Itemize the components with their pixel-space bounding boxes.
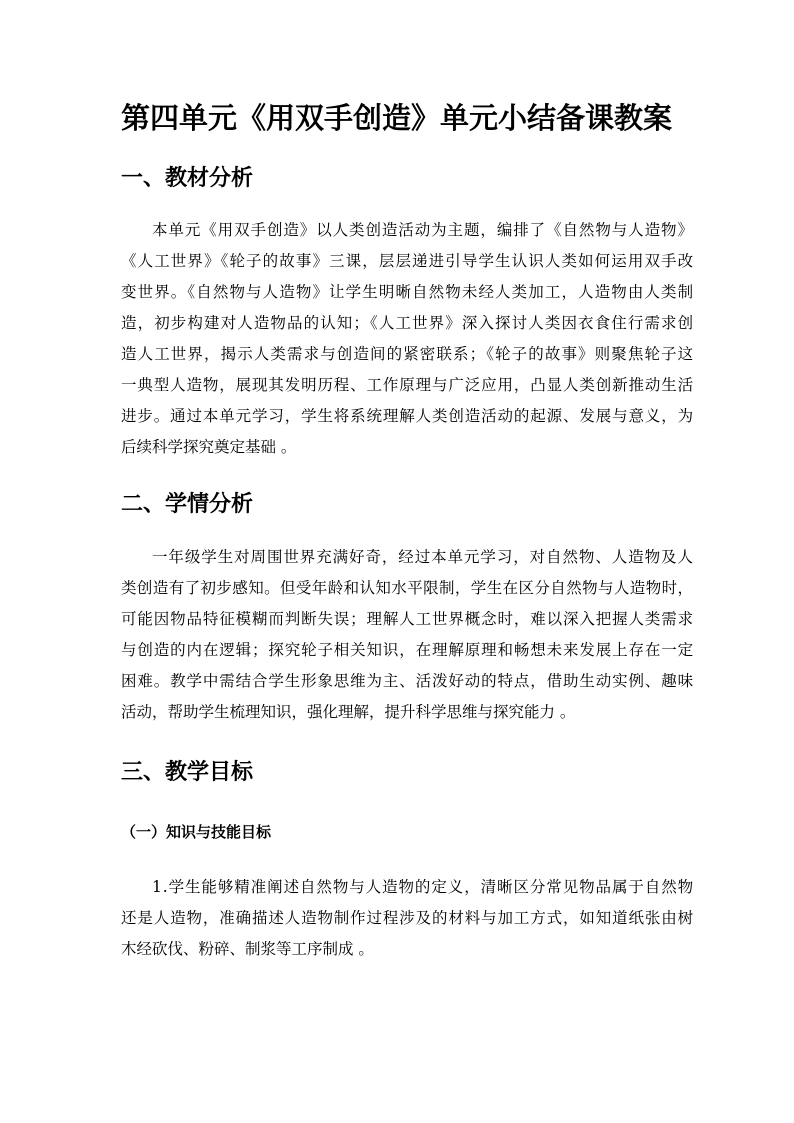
body-line: 造人工世界，揭示人类需求与创造间的紧密联系；《轮子的故事》则聚焦轮子这	[121, 345, 695, 363]
body-line: 还是人造物，准确描述人造物制作过程涉及的材料与加工方式，如知道纸张由树	[121, 909, 694, 927]
body-line: 一年级学生对周围世界充满好奇，经过本单元学习，对自然物、人造物及人	[152, 548, 694, 566]
body-line: 一典型人造物，展现其发明历程、工作原理与广泛应用，凸显人类创新推动生活	[121, 376, 694, 394]
body-line: 后续科学探究奠定基础 。	[121, 438, 297, 456]
body-line: 变世界。《自然物与人造物》让学生明晰自然物未经人类加工，人造物由人类制	[121, 283, 695, 301]
section-heading-teaching-objectives: 三、教学目标	[121, 760, 254, 785]
body-line: 《人工世界》《轮子的故事》三课，层层递进引导学生认识人类如何运用双手改	[121, 252, 695, 270]
body-line: 与创造的内在逻辑；探究轮子相关知识，在理解原理和畅想未来发展上存在一定	[121, 641, 694, 659]
section-body-learner-analysis	[121, 542, 693, 728]
body-line: 困难。教学中需结合学生形象思维为主、活泼好动的特点，借助生动实例、趣味	[121, 672, 694, 690]
body-line: 本单元《用双手创造》以人类创造活动为主题，编排了《自然物与人造物》	[152, 221, 694, 239]
body-line: 进步。通过本单元学习，学生将系统理解人类创造活动的起源、发展与意义，为	[121, 407, 694, 425]
body-line: 1.学生能够精准阐述自然物与人造物的定义，清晰区分常见物品属于自然物	[152, 878, 695, 896]
body-line: 类创造有了初步感知。但受年龄和认知水平限制，学生在区分自然物与人造物时，	[121, 579, 694, 597]
body-line: 木经砍伐、粉碎、制浆等工序制成 。	[121, 940, 374, 958]
section-heading-textbook-analysis: 一、教材分析	[121, 166, 254, 191]
section-body-textbook-analysis	[121, 215, 693, 463]
section-body-knowledge-skills	[121, 872, 693, 965]
section-heading-learner-analysis: 二、学情分析	[121, 492, 254, 517]
body-line: 可能因物品特征模糊而判断失误；理解人工世界概念时，难以深入把握人类需求	[121, 610, 694, 628]
document-title: 第四单元《用双手创造》单元小结备课教案	[121, 101, 673, 135]
body-line: 活动，帮助学生梳理知识，强化理解，提升科学思维与探究能力 。	[121, 703, 576, 721]
subsection-heading-knowledge-skills: （一）知识与技能目标	[121, 823, 272, 841]
body-line: 造，初步构建对人造物品的认知；《人工世界》深入探讨人类因衣食住行需求创	[121, 314, 695, 332]
